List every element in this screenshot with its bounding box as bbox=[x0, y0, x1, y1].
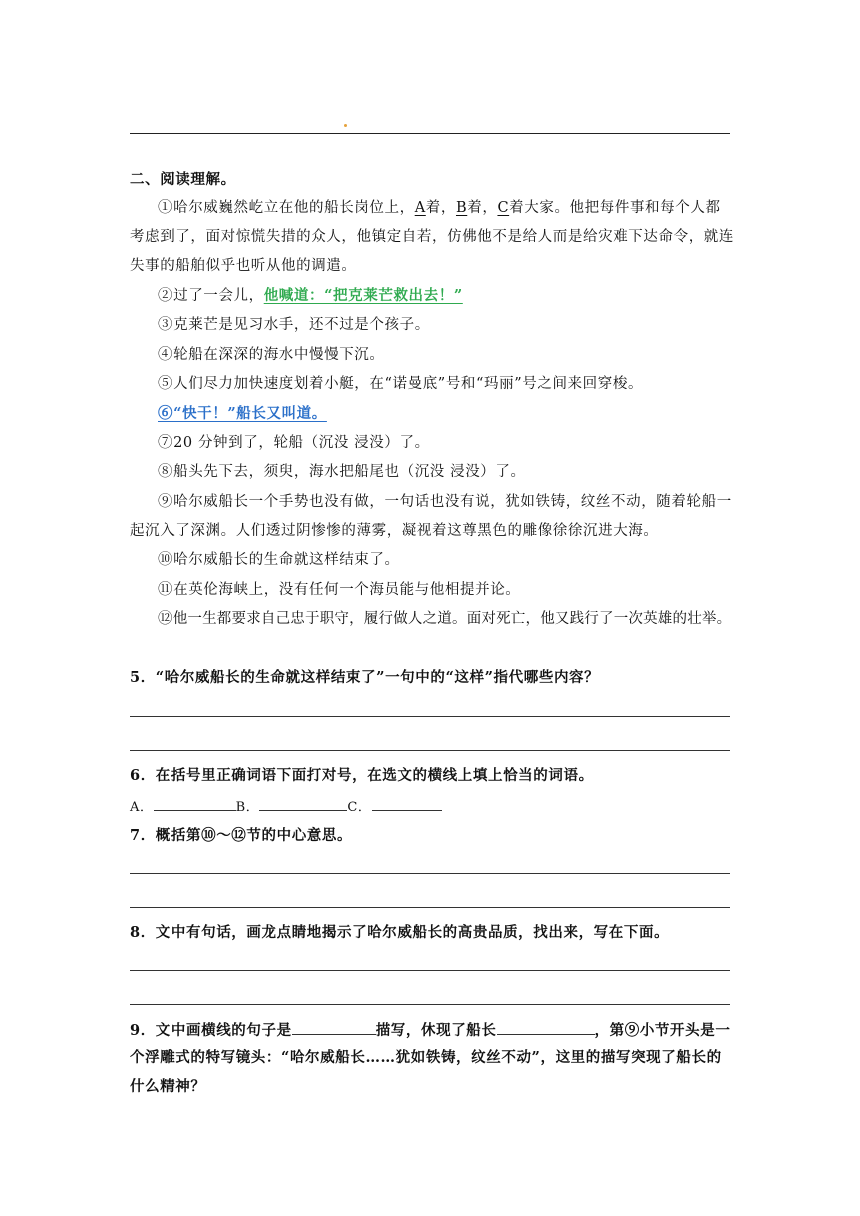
question-9-line-1 bbox=[130, 1020, 730, 1041]
question-9-line-3: 什么精神？ bbox=[130, 1078, 206, 1095]
header-rule bbox=[130, 133, 730, 134]
paragraph-7: ⑦20 分钟到了，轮船（沉没 浸没）了。 bbox=[158, 435, 430, 451]
p1-mid2: 着， bbox=[467, 200, 498, 216]
p2-highlight: 他喊道：“把克莱芒救出去！” bbox=[263, 287, 463, 304]
paragraph-1-line-2: 考虑到了，面对惊慌失措的众人，他镇定自若，仿佛他不是给人而是给灾难下达命令，就连 bbox=[130, 229, 734, 245]
question-6: 6．在括号里正确词语下面打对号，在选文的横线上填上恰当的词语。 bbox=[130, 767, 594, 784]
answer-line-q7-1[interactable] bbox=[130, 873, 730, 874]
header-dot bbox=[344, 124, 347, 127]
q6-blank-c[interactable] bbox=[372, 796, 442, 811]
paragraph-5: ⑤人们尽力加快速度划着小艇，在“诺曼底”号和“玛丽”号之间来回穿梭。 bbox=[158, 376, 644, 392]
paragraph-9-line-1: ⑨哈尔威船长一个手势也没有做，一句话也没有说，犹如铁铸，纹丝不动，随着轮船一 bbox=[158, 494, 732, 510]
blank-a-marker: A bbox=[414, 200, 426, 216]
question-5: 5．“哈尔威船长的生命就这样结束了”一句中的“这样”指代哪些内容？ bbox=[130, 669, 600, 686]
paragraph-11: ⑪在英伦海峡上，没有任何一个海员能与他相提并论。 bbox=[158, 582, 521, 598]
q6-blank-a[interactable] bbox=[154, 796, 236, 811]
p1-text-b: 着大家。他把每件事和每个人都 bbox=[509, 200, 721, 216]
paragraph-4: ④轮船在深深的海水中慢慢下沉。 bbox=[158, 347, 385, 363]
answer-line-q8-1[interactable] bbox=[130, 970, 730, 971]
answer-line-q5-1[interactable] bbox=[130, 716, 730, 717]
q9-blank-2[interactable] bbox=[497, 1020, 595, 1035]
blank-c-marker: C bbox=[497, 200, 510, 216]
answer-line-q8-2[interactable] bbox=[130, 1004, 730, 1005]
paragraph-10: ⑩哈尔威船长的生命就这样结束了。 bbox=[158, 552, 400, 568]
paragraph-12: ⑫他一生都要求自己忠于职守，履行做人之道。面对死亡，他又践行了一次英雄的壮举。 bbox=[158, 611, 732, 627]
p2-text: ②过了一会儿， bbox=[158, 288, 264, 304]
q9-text-c: ，第⑨小节开头是一 bbox=[594, 1022, 731, 1039]
q9-blank-1[interactable] bbox=[292, 1020, 376, 1035]
question-7: 7．概括第⑩～⑫节的中心意思。 bbox=[130, 827, 353, 844]
paragraph-9-line-2: 起沉入了深渊。人们透过阴惨惨的薄雾，凝视着这尊黑色的雕像徐徐沉进大海。 bbox=[130, 523, 659, 539]
question-9-line-2: 个浮雕式的特写镜头：“哈尔威船长……犹如铁铸，纹丝不动”，这里的描写突现了船长的 bbox=[130, 1049, 722, 1066]
q6-label-b: B． bbox=[235, 800, 260, 815]
q9-text-a: 9．文中画横线的句子是 bbox=[130, 1022, 292, 1039]
question-8: 8．文中有句话，画龙点睛地揭示了哈尔威船长的高贵品质，找出来，写在下面。 bbox=[130, 924, 670, 941]
p1-mid1: 着， bbox=[425, 200, 456, 216]
q6-blanks bbox=[130, 796, 442, 818]
paragraph-1-line-1 bbox=[158, 198, 721, 218]
q6-blank-b[interactable] bbox=[259, 796, 347, 811]
paragraph-1-line-3: 失事的船舶似乎也听从他的调遣。 bbox=[130, 258, 357, 274]
answer-line-q5-2[interactable] bbox=[130, 750, 730, 751]
paragraph-3: ③克莱芒是见习水手，还不过是个孩子。 bbox=[158, 317, 430, 333]
paragraph-8: ⑧船头先下去，须臾，海水把船尾也（沉没 浸没）了。 bbox=[158, 464, 526, 480]
paragraph-2 bbox=[158, 286, 463, 306]
section-title: 二、阅读理解。 bbox=[130, 171, 236, 188]
answer-line-q7-2[interactable] bbox=[130, 907, 730, 908]
blank-b-marker: B bbox=[455, 200, 468, 216]
p1-text-a: ①哈尔威巍然屹立在他的船长岗位上， bbox=[158, 200, 415, 216]
q6-label-c: C． bbox=[347, 800, 372, 815]
q6-label-a: A． bbox=[130, 800, 154, 815]
paragraph-6: ⑥“快干！”船长又叫道。 bbox=[158, 405, 327, 422]
q9-text-b: 描写，休现了船长 bbox=[375, 1022, 497, 1039]
